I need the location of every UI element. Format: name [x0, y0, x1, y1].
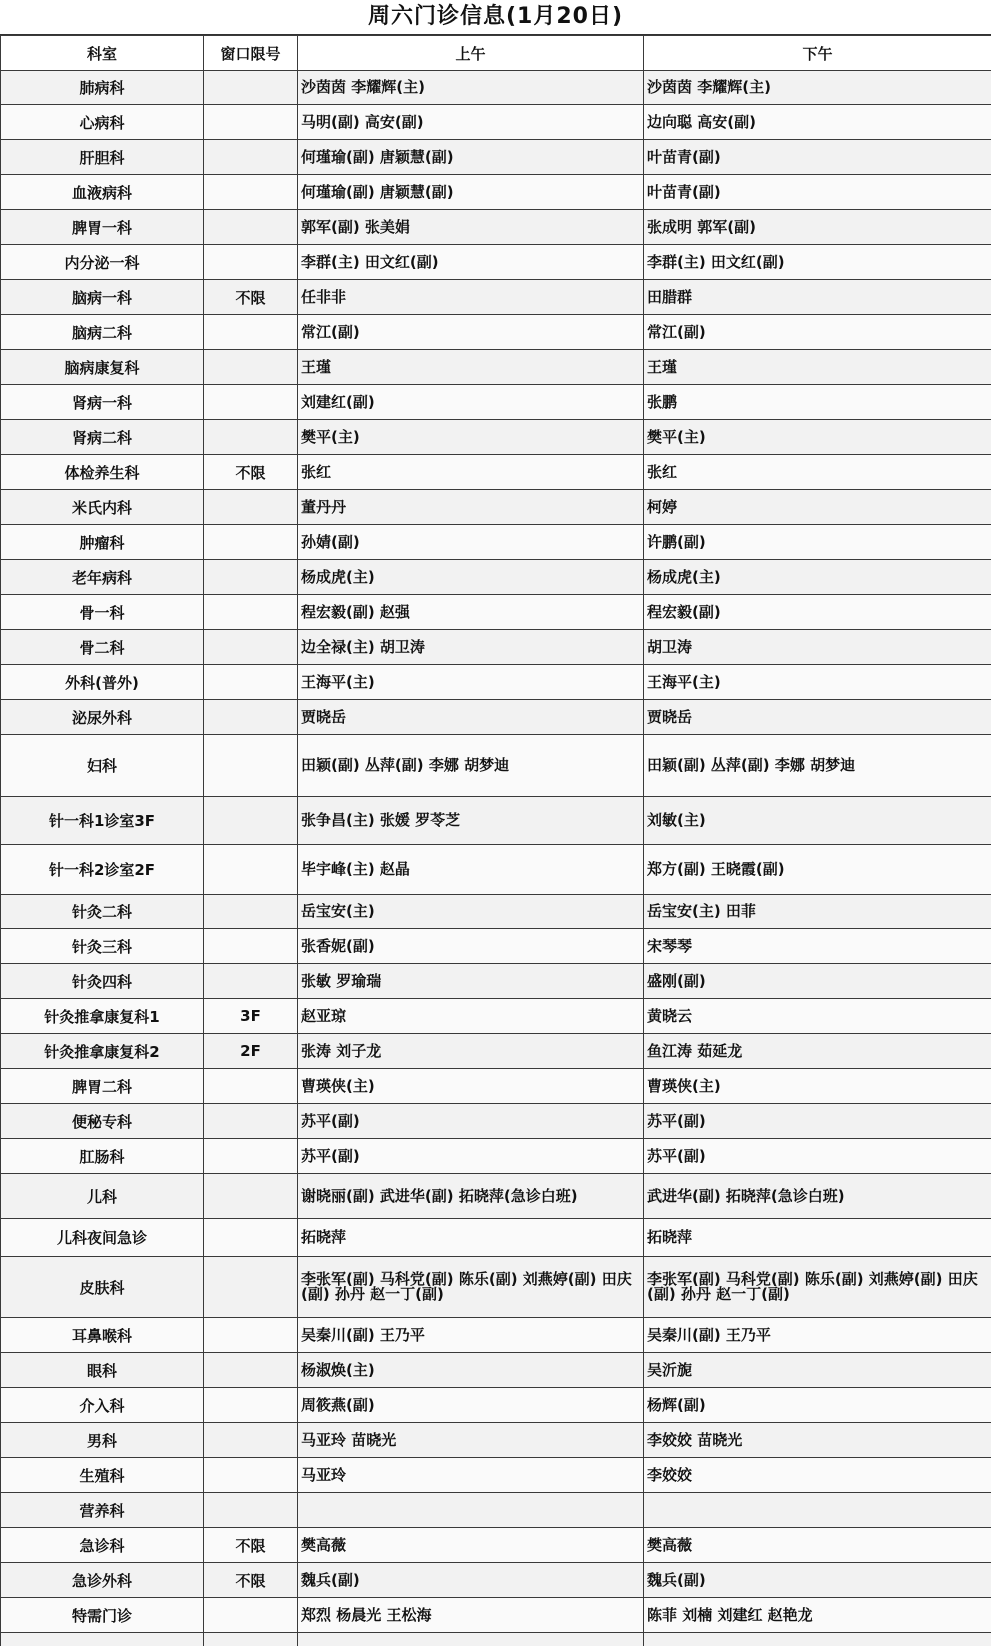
dept-cell: 眼科 [1, 1353, 204, 1388]
table-row [1, 630, 991, 665]
am-cell: 郭军(副) 张美娟 [298, 210, 644, 245]
dept-cell: 骨二科 [1, 630, 204, 665]
limit-cell: 不限 [204, 280, 298, 315]
am-cell: 张敏 罗瑜瑞 [298, 964, 644, 999]
limit-cell [204, 315, 298, 350]
limit-cell [204, 210, 298, 245]
dept-cell: 妇科 [1, 735, 204, 797]
am-cell: 刘建红(副) [298, 385, 644, 420]
am-cell: 吴秦川(副) 王乃平 [298, 1318, 644, 1353]
table-row [1, 1633, 991, 1646]
pm-cell: 柯婷 [644, 490, 991, 525]
table-row [1, 665, 991, 700]
am-cell: 王瑾 [298, 350, 644, 385]
pm-cell: 魏兵(副) [644, 1563, 991, 1598]
pm-cell: 许鹏(副) [644, 525, 991, 560]
dept-cell: 营养科 [1, 1493, 204, 1528]
pm-cell: 陈菲 刘楠 刘建红 赵艳龙 [644, 1598, 991, 1633]
pm-cell: 李姣姣 [644, 1458, 991, 1493]
table-row [1, 735, 991, 797]
table-row [1, 845, 991, 895]
table-row [1, 105, 991, 140]
dept-cell: 脑病一科 [1, 280, 204, 315]
pm-cell: 张红 [644, 455, 991, 490]
pm-cell: 吴沂旎 [644, 1353, 991, 1388]
limit-cell [204, 1318, 298, 1353]
limit-cell [204, 420, 298, 455]
am-cell: 曹瑛侠(主) [298, 1069, 644, 1104]
dept-cell: 心病科 [1, 105, 204, 140]
am-cell: 苏平(副) [298, 1139, 644, 1174]
table-row [1, 175, 991, 210]
header-dept: 科室 [1, 36, 204, 71]
table-row [1, 210, 991, 245]
dept-cell: 脾胃二科 [1, 1069, 204, 1104]
dept-cell: 肺病科 [1, 71, 204, 105]
dept-cell [1, 1633, 204, 1646]
table-row [1, 1458, 991, 1493]
table-row [1, 1219, 991, 1257]
am-cell: 张争昌(主) 张媛 罗苓芝 [298, 797, 644, 845]
dept-cell: 脑病康复科 [1, 350, 204, 385]
table-row [1, 1034, 991, 1069]
am-cell: 樊平(主) [298, 420, 644, 455]
header-row [1, 36, 991, 71]
header-pm: 下午 [644, 36, 991, 71]
pm-cell [644, 1493, 991, 1528]
table-row [1, 1353, 991, 1388]
am-cell: 苏平(副) [298, 1104, 644, 1139]
table-row [1, 315, 991, 350]
table-row [1, 71, 991, 105]
dept-cell: 骨一科 [1, 595, 204, 630]
am-cell: 贾晓岳 [298, 700, 644, 735]
pm-cell: 张成明 郭军(副) [644, 210, 991, 245]
dept-cell: 男科 [1, 1423, 204, 1458]
dept-cell: 耳鼻喉科 [1, 1318, 204, 1353]
pm-cell [644, 1633, 991, 1646]
pm-cell: 李姣姣 苗晓光 [644, 1423, 991, 1458]
limit-cell [204, 964, 298, 999]
dept-cell: 生殖科 [1, 1458, 204, 1493]
table-row [1, 1528, 991, 1563]
limit-cell: 不限 [204, 455, 298, 490]
am-cell: 拓晓萍 [298, 1219, 644, 1257]
pm-cell: 叶苗青(副) [644, 140, 991, 175]
limit-cell [204, 1174, 298, 1219]
limit-cell [204, 797, 298, 845]
limit-cell [204, 1423, 298, 1458]
am-cell: 沙茵茵 李耀辉(主) [298, 71, 644, 105]
pm-cell: 边向聪 高安(副) [644, 105, 991, 140]
am-cell: 郑烈 杨晨光 王松海 [298, 1598, 644, 1633]
table-row [1, 140, 991, 175]
limit-cell: 3F [204, 999, 298, 1034]
dept-cell: 外科(普外) [1, 665, 204, 700]
limit-cell [204, 140, 298, 175]
limit-cell [204, 895, 298, 929]
dept-cell: 特需门诊 [1, 1598, 204, 1633]
table-row [1, 560, 991, 595]
dept-cell: 老年病科 [1, 560, 204, 595]
table-row [1, 420, 991, 455]
am-cell: 魏兵(副) [298, 1563, 644, 1598]
table-row [1, 700, 991, 735]
pm-cell: 沙茵茵 李耀辉(主) [644, 71, 991, 105]
am-cell: 王海平(主) [298, 665, 644, 700]
table-row [1, 1174, 991, 1219]
limit-cell [204, 1388, 298, 1423]
limit-cell [204, 700, 298, 735]
am-cell: 田颖(副) 丛萍(副) 李娜 胡梦迪 [298, 735, 644, 797]
am-cell: 李张军(副) 马科党(副) 陈乐(副) 刘燕婷(副) 田庆(副) 孙丹 赵一丁(副) [298, 1257, 644, 1318]
table-row [1, 1563, 991, 1598]
table-row [1, 797, 991, 845]
dept-cell: 米氏内科 [1, 490, 204, 525]
am-cell: 孙婧(副) [298, 525, 644, 560]
table-row [1, 1104, 991, 1139]
limit-cell [204, 1633, 298, 1646]
dept-cell: 内分泌一科 [1, 245, 204, 280]
dept-cell: 皮肤科 [1, 1257, 204, 1318]
dept-cell: 脑病二科 [1, 315, 204, 350]
dept-cell: 体检养生科 [1, 455, 204, 490]
am-cell: 边全禄(主) 胡卫涛 [298, 630, 644, 665]
table-row [1, 595, 991, 630]
pm-cell: 盛刚(副) [644, 964, 991, 999]
limit-cell [204, 845, 298, 895]
limit-cell [204, 630, 298, 665]
pm-cell: 苏平(副) [644, 1139, 991, 1174]
table-row [1, 895, 991, 929]
limit-cell [204, 665, 298, 700]
table-row [1, 1069, 991, 1104]
dept-cell: 针一科1诊室3F [1, 797, 204, 845]
pm-cell: 苏平(副) [644, 1104, 991, 1139]
pm-cell: 程宏毅(副) [644, 595, 991, 630]
am-cell: 周筱燕(副) [298, 1388, 644, 1423]
header-am: 上午 [298, 36, 644, 71]
table-row [1, 964, 991, 999]
limit-cell [204, 1353, 298, 1388]
table-row [1, 350, 991, 385]
table-row [1, 1493, 991, 1528]
pm-cell: 张鹏 [644, 385, 991, 420]
pm-cell: 郑方(副) 王晓霞(副) [644, 845, 991, 895]
limit-cell [204, 595, 298, 630]
dept-cell: 针灸推拿康复科1 [1, 999, 204, 1034]
dept-cell: 血液病科 [1, 175, 204, 210]
am-cell: 马亚玲 苗晓光 [298, 1423, 644, 1458]
table-row [1, 1388, 991, 1423]
pm-cell: 王瑾 [644, 350, 991, 385]
limit-cell [204, 1139, 298, 1174]
limit-cell: 2F [204, 1034, 298, 1069]
am-cell: 任非非 [298, 280, 644, 315]
limit-cell [204, 350, 298, 385]
pm-cell: 王海平(主) [644, 665, 991, 700]
limit-cell [204, 1598, 298, 1633]
table-row [1, 1139, 991, 1174]
limit-cell [204, 175, 298, 210]
pm-cell: 黄晓云 [644, 999, 991, 1034]
pm-cell: 李群(主) 田文红(副) [644, 245, 991, 280]
am-cell: 谢晓丽(副) 武进华(副) 拓晓萍(急诊白班) [298, 1174, 644, 1219]
limit-cell: 不限 [204, 1528, 298, 1563]
limit-cell [204, 1104, 298, 1139]
pm-cell: 拓晓萍 [644, 1219, 991, 1257]
schedule-body [1, 71, 991, 1646]
table-row [1, 1598, 991, 1633]
am-cell: 毕宇峰(主) 赵晶 [298, 845, 644, 895]
pm-cell: 曹瑛侠(主) [644, 1069, 991, 1104]
dept-cell: 肿瘤科 [1, 525, 204, 560]
page-title: 周六门诊信息(1月20日) [0, 0, 991, 35]
table-row [1, 455, 991, 490]
am-cell: 张香妮(副) [298, 929, 644, 964]
table-row [1, 1257, 991, 1318]
pm-cell: 贾晓岳 [644, 700, 991, 735]
dept-cell: 肾病二科 [1, 420, 204, 455]
am-cell: 张红 [298, 455, 644, 490]
am-cell: 杨成虎(主) [298, 560, 644, 595]
dept-cell: 肝胆科 [1, 140, 204, 175]
dept-cell: 针灸二科 [1, 895, 204, 929]
pm-cell: 常江(副) [644, 315, 991, 350]
dept-cell: 针灸四科 [1, 964, 204, 999]
limit-cell [204, 929, 298, 964]
pm-cell: 田颖(副) 丛萍(副) 李娜 胡梦迪 [644, 735, 991, 797]
table-row [1, 280, 991, 315]
schedule-table [0, 35, 991, 1646]
pm-cell: 樊高薇 [644, 1528, 991, 1563]
pm-cell: 武进华(副) 拓晓萍(急诊白班) [644, 1174, 991, 1219]
table-row [1, 1318, 991, 1353]
limit-cell [204, 71, 298, 105]
limit-cell [204, 490, 298, 525]
limit-cell [204, 1493, 298, 1528]
limit-cell [204, 245, 298, 280]
am-cell [298, 1633, 644, 1646]
pm-cell: 吴秦川(副) 王乃平 [644, 1318, 991, 1353]
pm-cell: 刘敏(主) [644, 797, 991, 845]
dept-cell: 急诊外科 [1, 1563, 204, 1598]
header-limit: 窗口限号 [204, 36, 298, 71]
dept-cell: 儿科夜间急诊 [1, 1219, 204, 1257]
dept-cell: 针一科2诊室2F [1, 845, 204, 895]
limit-cell [204, 1458, 298, 1493]
dept-cell: 儿科 [1, 1174, 204, 1219]
am-cell: 常江(副) [298, 315, 644, 350]
limit-cell [204, 560, 298, 595]
table-row [1, 525, 991, 560]
limit-cell [204, 735, 298, 797]
pm-cell: 李张军(副) 马科党(副) 陈乐(副) 刘燕婷(副) 田庆(副) 孙丹 赵一丁(副) [644, 1257, 991, 1318]
am-cell: 杨淑焕(主) [298, 1353, 644, 1388]
table-row [1, 999, 991, 1034]
table-row [1, 385, 991, 420]
limit-cell [204, 385, 298, 420]
limit-cell [204, 1257, 298, 1318]
dept-cell: 针灸三科 [1, 929, 204, 964]
limit-cell [204, 1219, 298, 1257]
limit-cell [204, 1069, 298, 1104]
limit-cell: 不限 [204, 1563, 298, 1598]
am-cell: 岳宝安(主) [298, 895, 644, 929]
pm-cell: 杨辉(副) [644, 1388, 991, 1423]
limit-cell [204, 105, 298, 140]
am-cell: 马明(副) 高安(副) [298, 105, 644, 140]
pm-cell: 叶苗青(副) [644, 175, 991, 210]
pm-cell: 宋琴琴 [644, 929, 991, 964]
dept-cell: 急诊科 [1, 1528, 204, 1563]
am-cell: 樊高薇 [298, 1528, 644, 1563]
pm-cell: 樊平(主) [644, 420, 991, 455]
am-cell: 程宏毅(副) 赵强 [298, 595, 644, 630]
am-cell [298, 1493, 644, 1528]
dept-cell: 脾胃一科 [1, 210, 204, 245]
am-cell: 何瑾瑜(副) 唐颖慧(副) [298, 175, 644, 210]
table-row [1, 929, 991, 964]
pm-cell: 田腊群 [644, 280, 991, 315]
dept-cell: 泌尿外科 [1, 700, 204, 735]
pm-cell: 鱼江涛 茹延龙 [644, 1034, 991, 1069]
am-cell: 李群(主) 田文红(副) [298, 245, 644, 280]
am-cell: 马亚玲 [298, 1458, 644, 1493]
dept-cell: 便秘专科 [1, 1104, 204, 1139]
pm-cell: 胡卫涛 [644, 630, 991, 665]
table-row [1, 245, 991, 280]
limit-cell [204, 525, 298, 560]
pm-cell: 岳宝安(主) 田菲 [644, 895, 991, 929]
table-row [1, 1423, 991, 1458]
dept-cell: 介入科 [1, 1388, 204, 1423]
dept-cell: 针灸推拿康复科2 [1, 1034, 204, 1069]
pm-cell: 杨成虎(主) [644, 560, 991, 595]
dept-cell: 肾病一科 [1, 385, 204, 420]
am-cell: 董丹丹 [298, 490, 644, 525]
am-cell: 何瑾瑜(副) 唐颖慧(副) [298, 140, 644, 175]
am-cell: 张涛 刘子龙 [298, 1034, 644, 1069]
am-cell: 赵亚琼 [298, 999, 644, 1034]
table-row [1, 490, 991, 525]
dept-cell: 肛肠科 [1, 1139, 204, 1174]
